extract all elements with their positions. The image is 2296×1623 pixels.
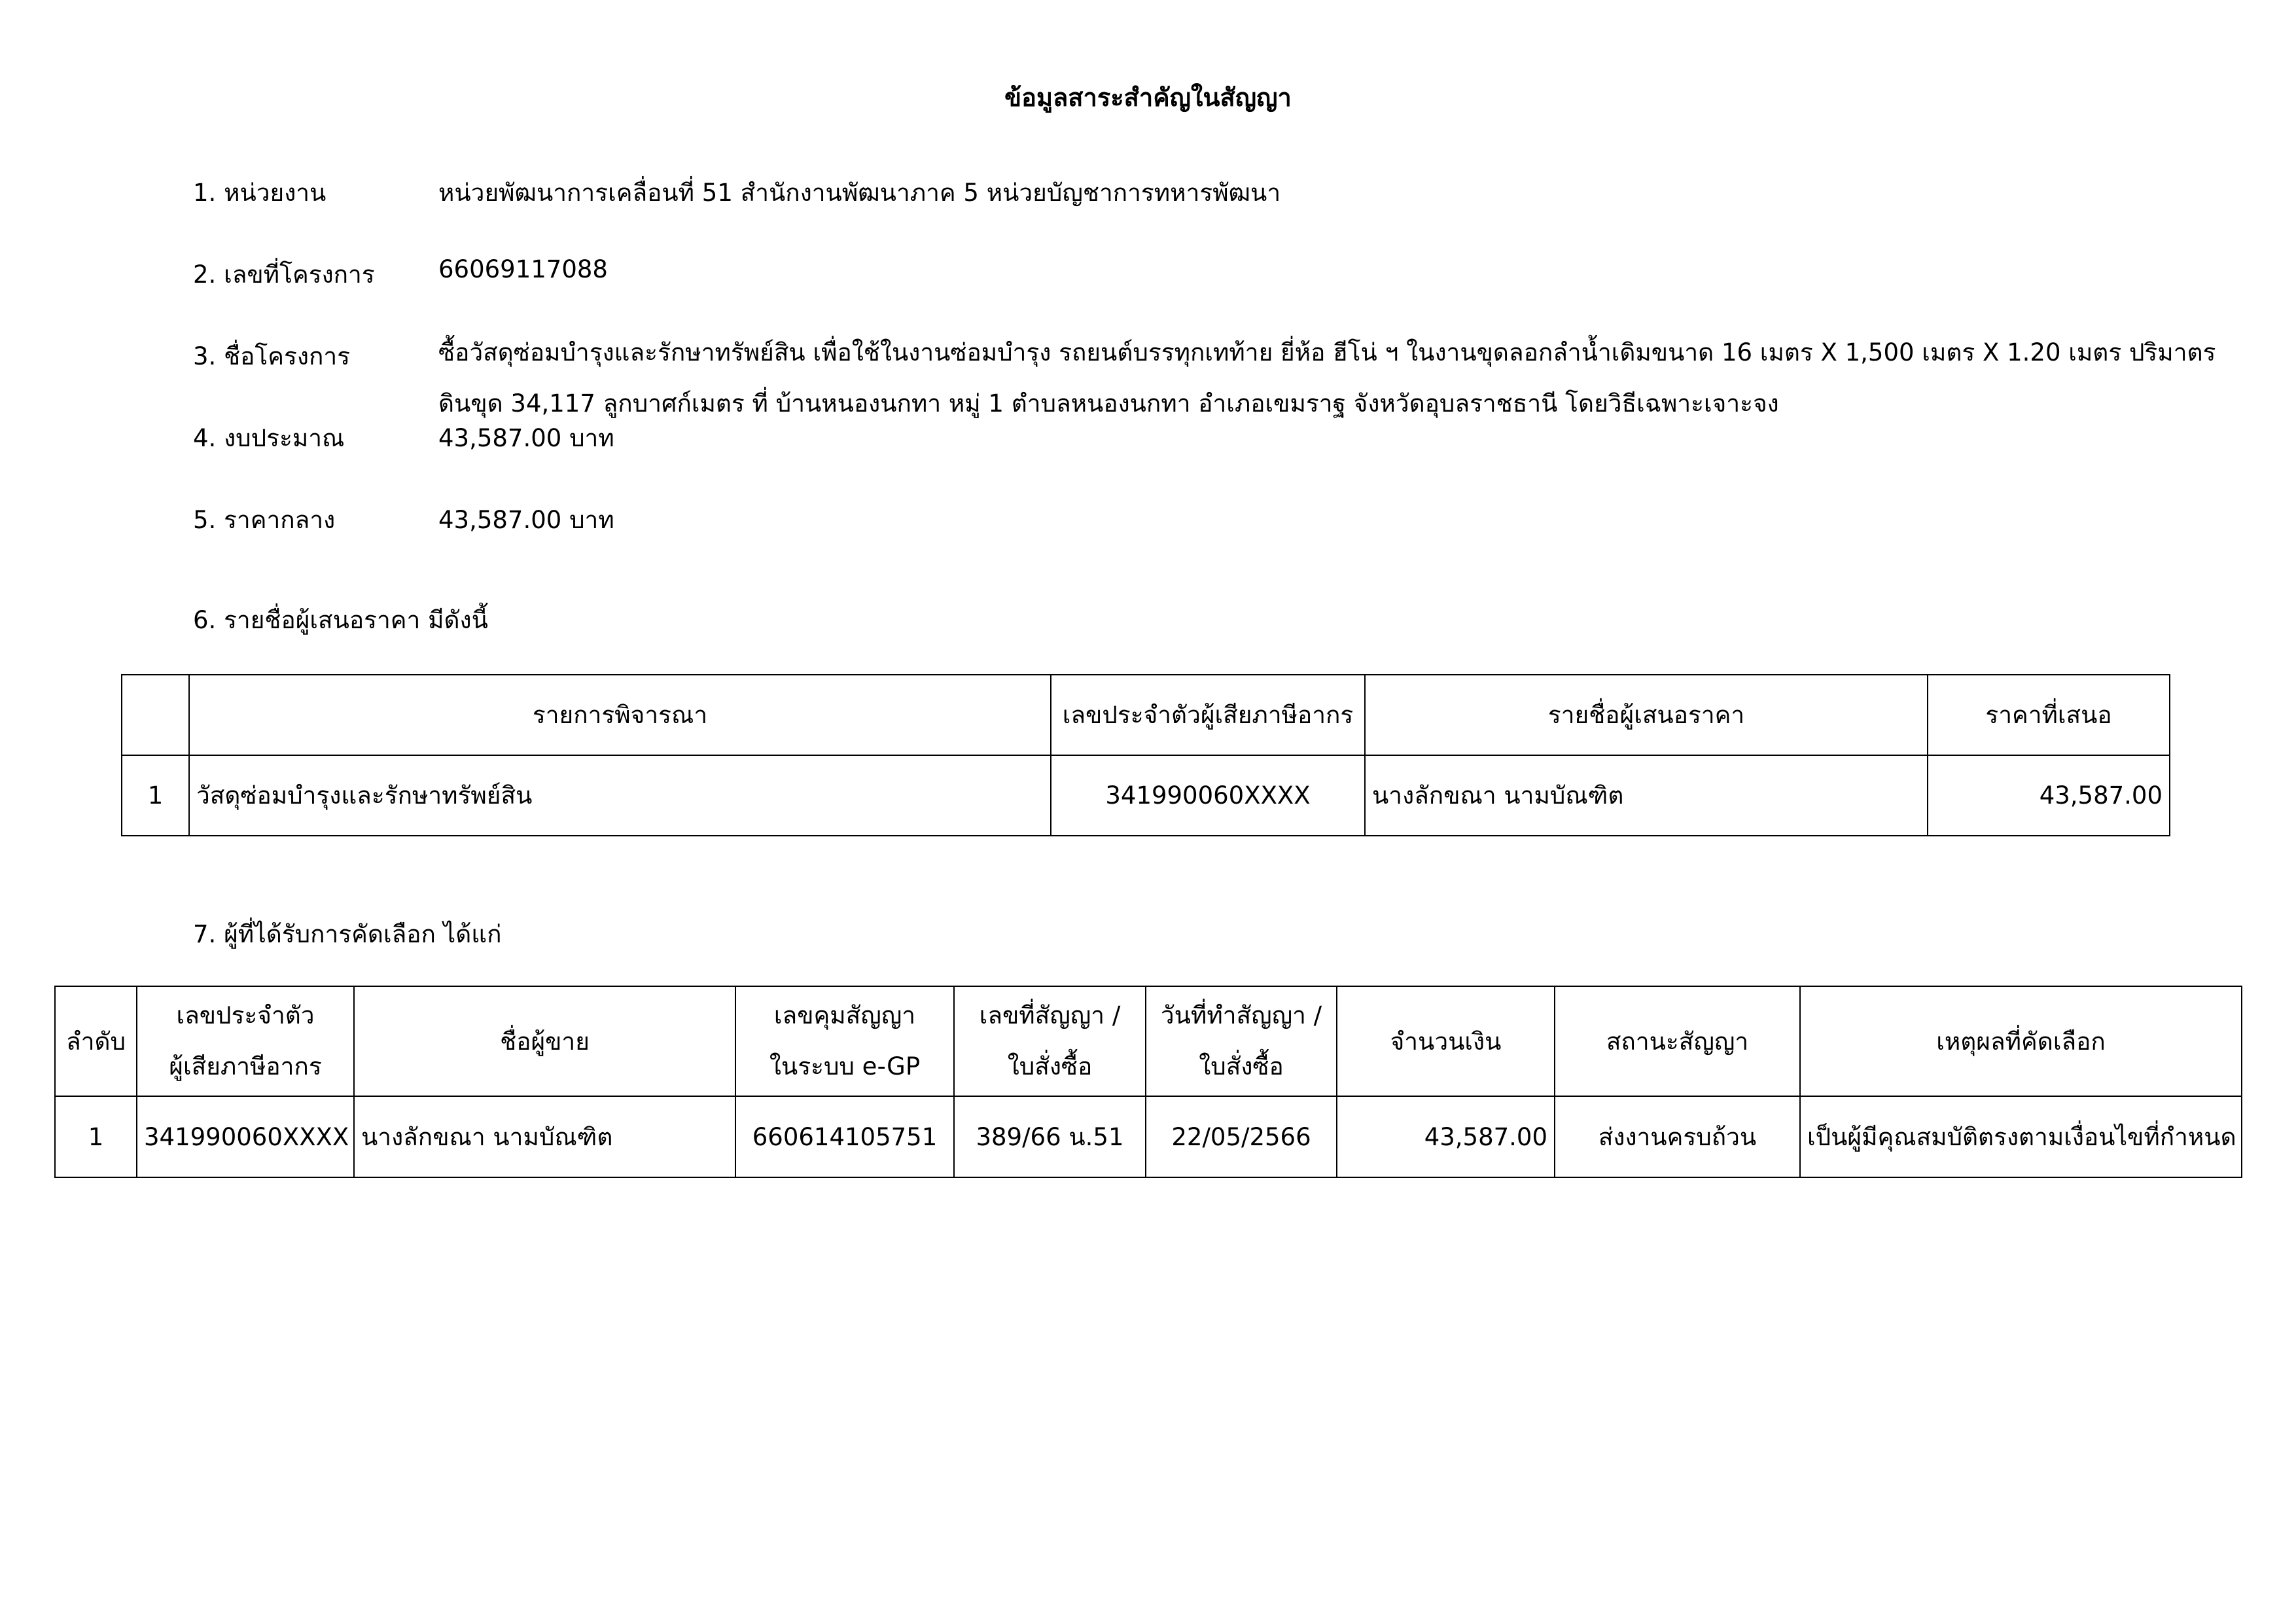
winners-header-date-line2: ใบสั่งซื้อ xyxy=(1199,1052,1284,1080)
winners-header-no: ลำดับ xyxy=(55,986,137,1096)
winners-heading: 7. ผู้ที่ได้รับการคัดเลือก ได้แก่ xyxy=(193,920,502,948)
bidder-row-no: 1 xyxy=(122,755,189,836)
winners-header-control-line1: เลขคุมสัญญา xyxy=(773,1001,916,1029)
table-row xyxy=(55,1096,2242,1177)
winners-header-control-no xyxy=(735,986,954,1096)
median-price-value: 43,587.00 บาท xyxy=(438,506,614,534)
agency-value: หน่วยพัฒนาการเคลื่อนที่ 51 สำนักงานพัฒนาภาค 5 หน่วยบัญชาการทหารพัฒนา xyxy=(438,179,1281,207)
bidders-header-no xyxy=(122,675,189,755)
budget-label: 4. งบประมาณ xyxy=(193,424,345,452)
bidder-row-item: วัสดุซ่อมบำรุงและรักษาทรัพย์สิน xyxy=(189,755,1051,836)
winner-row-reason: เป็นผู้มีคุณสมบัติตรงตามเงื่อนไขที่กำหนด xyxy=(1800,1096,2242,1177)
project-number-label: 2. เลขที่โครงการ xyxy=(193,260,375,289)
bidders-header-item: รายการพิจารณา xyxy=(189,675,1051,755)
winners-header-seller: ชื่อผู้ขาย xyxy=(354,986,735,1096)
bidders-header-price: ราคาที่เสนอ xyxy=(1928,675,2170,755)
winners-header-date xyxy=(1146,986,1337,1096)
winners-header-contract-no xyxy=(954,986,1146,1096)
winner-row-control-no: 660614105751 xyxy=(735,1096,954,1177)
winners-header-amount: จำนวนเงิน xyxy=(1337,986,1555,1096)
bidders-heading: 6. รายชื่อผู้เสนอราคา มีดังนี้ xyxy=(193,606,488,634)
winners-header-contract-line2: ใบสั่งซื้อ xyxy=(1007,1052,1093,1080)
winners-header-tax-id-line2: ผู้เสียภาษีอากร xyxy=(169,1052,322,1080)
winners-header-status: สถานะสัญญา xyxy=(1555,986,1800,1096)
winner-row-status: ส่งงานครบถ้วน xyxy=(1555,1096,1800,1177)
bidder-row-price: 43,587.00 xyxy=(1928,755,2170,836)
bidders-header-bidder: รายชื่อผู้เสนอราคา xyxy=(1365,675,1928,755)
winners-table xyxy=(54,986,2242,1178)
winner-row-tax-id: 341990060XXXX xyxy=(137,1096,354,1177)
median-price-label: 5. ราคากลาง xyxy=(193,506,336,534)
winners-header-contract-line1: เลขที่สัญญา / xyxy=(979,1001,1121,1029)
project-number-value: 66069117088 xyxy=(438,255,608,283)
winner-row-seller: นางลักขณา นามบัณฑิต xyxy=(354,1096,735,1177)
bidder-row-name: นางลักขณา นามบัณฑิต xyxy=(1365,755,1928,836)
winner-row-amount: 43,587.00 xyxy=(1337,1096,1555,1177)
winners-header-tax-id xyxy=(137,986,354,1096)
budget-value: 43,587.00 บาท xyxy=(438,424,614,452)
bidders-table xyxy=(121,674,2170,836)
project-name-value: ซื้อวัสดุซ่อมบำรุงและรักษาทรัพย์สิน เพื่อใช้ในงานซ่อมบำรุง รถยนต์บรรทุกเทท้าย ยี่ห้อ ฮีโน่ ฯ ในงานขุดลอกลำน้ำเดิมขนาด 16 เมตร X 1,500 เมตร X 1.20 เมตร ปริมาตรดินขุด 34,117 ลูกบาศก์เมตร ที่ บ้านหนองนกทา หมู่ 1 ตำบลหนองนกทา อำเภอเขมราฐ จังหวัดอุบลราชธานี โดยวิธีเฉพาะเจาะจง xyxy=(438,338,2216,418)
winners-header-tax-id-line1: เลขประจำตัว xyxy=(176,1001,315,1029)
winner-row-no: 1 xyxy=(55,1096,137,1177)
winners-header-reason: เหตุผลที่คัดเลือก xyxy=(1800,986,2242,1096)
table-row xyxy=(122,755,2170,836)
winner-row-contract-no: 389/66 น.51 xyxy=(954,1096,1146,1177)
bidders-header-tax-id: เลขประจำตัวผู้เสียภาษีอากร xyxy=(1051,675,1365,755)
winners-header-row xyxy=(55,986,2242,1096)
winner-row-date: 22/05/2566 xyxy=(1146,1096,1337,1177)
bidders-header-row xyxy=(122,675,2170,755)
page-title: ข้อมูลสาระสำคัญในสัญญา xyxy=(1004,83,1292,112)
winners-header-control-line2: ในระบบ e-GP xyxy=(769,1052,921,1080)
winners-header-date-line1: วันที่ทำสัญญา / xyxy=(1160,1001,1322,1029)
agency-label: 1. หน่วยงาน xyxy=(193,179,327,207)
project-name-label: 3. ชื่อโครงการ xyxy=(193,342,351,370)
bidder-row-tax-id: 341990060XXXX xyxy=(1051,755,1365,836)
